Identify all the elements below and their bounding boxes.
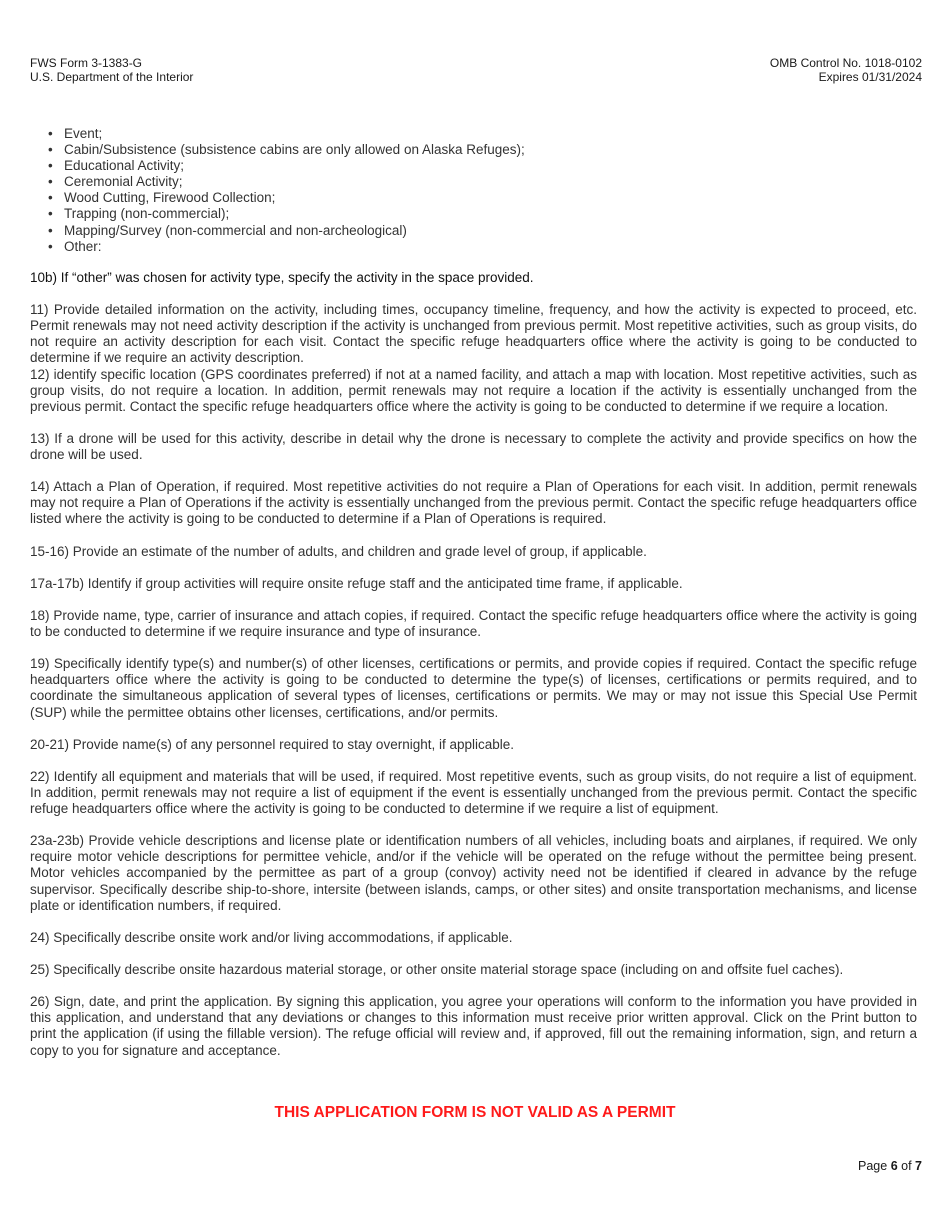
instruction-19: 19) Specifically identify type(s) and number(s) of other licenses, certifications or permits, and provide copies if required. Contact the specific refuge headquarters office where the activity is going to be conducted to determine the type(s) of licenses, certifications or permits required, and to coordinate the simultaneous application of several types of licenses, certifications or permits. We may or may not issue this Special Use Permit (SUP) while the permittee obtains other licenses, certifications, and/or permits. xyxy=(30,656,917,720)
activity-type-list xyxy=(48,126,525,255)
header-left xyxy=(30,56,193,84)
bullet-icon: • xyxy=(48,206,53,222)
page-number: Page 6 of 7 xyxy=(858,1159,922,1173)
bullet-icon: • xyxy=(48,158,53,174)
list-item: • Trapping (non-commercial); xyxy=(48,206,230,222)
header-right xyxy=(770,56,922,84)
list-item: • Other: xyxy=(48,238,102,254)
bullet-icon: • xyxy=(48,142,53,158)
bullet-icon: • xyxy=(48,174,53,190)
page-current: 6 xyxy=(890,1159,898,1173)
instruction-22: 22) Identify all equipment and materials that will be used, if required. Most repetitive events, such as group visits, do not require a list of equipment. In addition, permit renewals may not require a list of equipment if the event is essentially unchanged from the previous permit. Contact the specific refuge headquarters office where the activity is going to be conducted to determine if we require a list of equipment. xyxy=(30,768,917,817)
bullet-icon: • xyxy=(48,126,53,141)
instruction-13: 13) If a drone will be used for this activity, describe in detail why the drone is necessary to complete the activity and provide specifics on how the drone will be used. xyxy=(30,430,917,463)
instruction-15-16: 15-16) Provide an estimate of the number of adults, and children and grade level of group, if applicable. xyxy=(30,543,647,559)
instruction-14: 14) Attach a Plan of Operation, if required. Most repetitive activities do not require a Plan of Operations for each visit. In addition, permit renewals may not require a Plan of Operations if the activity is essentially unchanged from the previous permit. Contact the specific refuge headquarters office listed where the activity is going to be conducted to determine if a Plan of Operations is required. xyxy=(30,479,917,527)
bullet-icon: • xyxy=(48,222,53,238)
instruction-18: 18) Provide name, type, carrier of insurance and attach copies, if required. Contact the specific refuge headquarters office where the activity is going to be conducted to determine if we require insurance and type of insurance. xyxy=(30,607,917,640)
department-name: U.S. Department of the Interior xyxy=(30,70,194,84)
permit-validity-notice: THIS APPLICATION FORM IS NOT VALID AS A PERMIT xyxy=(274,1104,676,1121)
list-item: • Ceremonial Activity; xyxy=(48,174,183,190)
list-item: • Wood Cutting, Firewood Collection; xyxy=(48,190,276,206)
omb-control-number: OMB Control No. 1018-0102 xyxy=(769,56,922,70)
list-item: • Cabin/Subsistence (subsistence cabins are only allowed on Alaska Refuges); xyxy=(48,142,525,158)
page-total: 7 xyxy=(915,1159,922,1173)
instruction-20-21: 20-21) Provide name(s) of any personnel required to stay overnight, if applicable. xyxy=(30,736,515,752)
list-item: • Event; xyxy=(48,126,103,141)
instruction-11: 11) Provide detailed information on the activity, including times, occupancy timeline, frequency, and how the activity is expected to proceed, etc. Permit renewals may not need activity description if the activity is unchanged from previous permit. Most repetitive activities, such as group visits, do not require an activity description for each visit. Contact the specific refuge headquarters office where the activity is going to be conducted to determine if we require an activity description. xyxy=(30,302,917,366)
instruction-17: 17a-17b) Identify if group activities will require onsite refuge staff and the anticipated time frame, if applicable. xyxy=(30,575,683,591)
instruction-26: 26) Sign, date, and print the application. By signing this application, you agree your operations will conform to the information you have provided in this application, and understand that any deviations or changes to this information must receive prior written approval. Click on the Print button to print the application (if using the fillable version). The refuge official will review and, if approved, fill out the remaining information, sign, and return a copy to you for signature and acceptance. xyxy=(30,994,917,1058)
instruction-25: 25) Specifically describe onsite hazardous material storage, or other onsite material storage space (including on and offsite fuel caches). xyxy=(30,962,844,978)
bullet-icon: • xyxy=(48,190,53,206)
form-id: FWS Form 3-1383-G xyxy=(30,56,143,70)
instruction-24: 24) Specifically describe onsite work and/or living accommodations, if applicable. xyxy=(30,929,513,945)
instruction-12: 12) identify specific location (GPS coordinates preferred) if not at a named facility, and attach a map with location. Most repetitive activities, such as group visits, do not require a location. In addition, permit renewals may not require a location if the activity is essentially unchanged from the previous permit. Contact the specific refuge headquarters office where the activity is going to be conducted to determine if we require a location. xyxy=(30,366,917,414)
instructions-body xyxy=(30,270,917,1059)
instruction-10b: 10b) If “other” was chosen for activity type, specify the activity in the space provided. xyxy=(30,270,534,285)
list-item: • Educational Activity; xyxy=(48,158,185,174)
bullet-icon: • xyxy=(48,238,53,254)
list-item: • Mapping/Survey (non-commercial and non-archeological) xyxy=(48,222,407,238)
expiration-date: Expires 01/31/2024 xyxy=(818,70,922,84)
instruction-23: 23a-23b) Provide vehicle descriptions and license plate or identification numbers of all vehicles, including boats and airplanes, if required. We only require motor vehicle descriptions for permittee vehicle, and/or if the vehicle will be operated on the refuge without the permittee being present. Motor vehicles accompanied by the permittee as part of a group (convoy) activity need not be identified if cleared in advance by the refuge supervisor. Specifically describe ship-to-shore, intersite (between islands, camps, or other sites) and onsite transportation mechanisms, and license plate or identification numbers, if required. xyxy=(30,833,917,913)
